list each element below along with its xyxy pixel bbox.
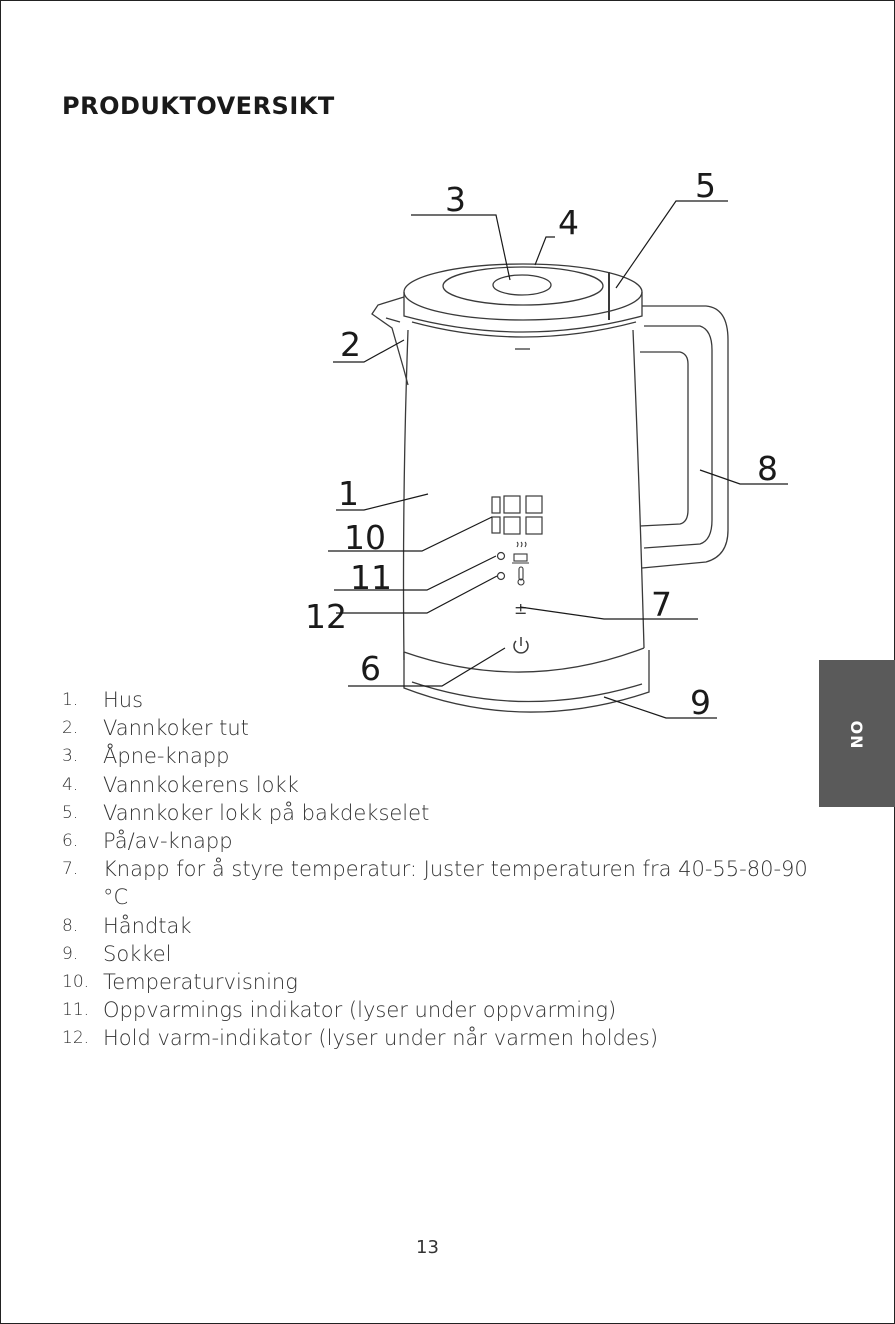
list-item-number: 7. xyxy=(62,859,79,880)
callout-10: 10 xyxy=(344,518,386,557)
list-item-text: Temperaturvisning xyxy=(103,970,298,995)
plus-minus-symbol: ± xyxy=(514,599,528,618)
list-item-number: 10. xyxy=(62,972,90,993)
open-button-shape xyxy=(493,275,551,295)
callout-3: 3 xyxy=(445,180,466,219)
list-item-number: 8. xyxy=(62,915,79,936)
callout-9: 9 xyxy=(690,683,711,722)
list-item-text: Åpne-knapp xyxy=(103,744,230,769)
list-item-number: 11. xyxy=(62,1000,90,1021)
callout-7: 7 xyxy=(651,585,672,624)
leader-lines xyxy=(328,201,788,718)
kettle-drawing xyxy=(372,264,728,712)
language-label: NO xyxy=(847,719,867,748)
list-item-number: 12. xyxy=(62,1028,90,1049)
callout-1: 1 xyxy=(338,474,359,513)
list-item-text: Vannkoker lokk på bakdekselet xyxy=(103,800,430,825)
list-item-number: 1. xyxy=(62,690,79,710)
list-item-text: Håndtak xyxy=(103,913,192,938)
list-item xyxy=(62,799,822,827)
kettle-handle xyxy=(642,306,728,568)
callout-12: 12 xyxy=(305,597,347,636)
callout-5: 5 xyxy=(695,166,716,205)
callout-6: 6 xyxy=(360,649,381,688)
list-item xyxy=(62,996,822,1024)
page-number: 13 xyxy=(416,1237,439,1258)
list-item-number: 5. xyxy=(62,802,79,823)
callout-8: 8 xyxy=(757,449,778,488)
callout-11: 11 xyxy=(350,558,392,597)
temperature-display xyxy=(492,496,542,534)
list-item xyxy=(62,771,822,799)
page-title: PRODUKTOVERSIKT xyxy=(62,92,335,120)
kettle-lid xyxy=(404,264,642,320)
list-item-number: 6. xyxy=(62,831,79,852)
list-item xyxy=(62,742,822,770)
list-item-number: 9. xyxy=(62,943,79,964)
list-item-text: Vannkoker tut xyxy=(103,716,249,741)
list-item-text: Oppvarmings indikator (lyser under oppvarming) xyxy=(103,998,617,1023)
list-item-text: Knapp for å styre temperatur: Juster temperaturen fra 40-55-80-90 °C xyxy=(103,857,808,910)
list-item xyxy=(62,912,822,940)
list-item-text: Hold varm-indikator (lyser under når varmen holdes) xyxy=(103,1026,659,1051)
heating-indicator-light xyxy=(498,553,505,560)
list-item-text: Vannkokerens lokk xyxy=(103,772,299,797)
list-item xyxy=(62,968,822,996)
list-item-number: 3. xyxy=(62,746,79,767)
list-item-number: 4. xyxy=(62,774,79,795)
list-item xyxy=(62,714,822,742)
heating-icon xyxy=(512,542,529,563)
lid-inner-ring xyxy=(443,267,603,305)
list-item xyxy=(62,855,822,911)
list-item xyxy=(62,940,822,968)
parts-list xyxy=(62,686,822,1053)
list-item-number: 2. xyxy=(62,718,79,739)
kettle-body xyxy=(404,330,409,660)
thermometer-icon xyxy=(518,567,524,585)
list-item xyxy=(62,686,822,714)
power-icon xyxy=(514,637,528,653)
list-item xyxy=(62,1024,822,1052)
language-tab xyxy=(819,660,895,807)
list-item-text: Hus xyxy=(103,688,144,712)
callout-2: 2 xyxy=(340,325,361,364)
callout-4: 4 xyxy=(558,203,579,242)
list-item-text: På/av-knapp xyxy=(103,829,233,854)
keep-warm-indicator-light xyxy=(498,573,505,580)
list-item xyxy=(62,827,822,855)
list-item-text: Sokkel xyxy=(103,941,172,966)
